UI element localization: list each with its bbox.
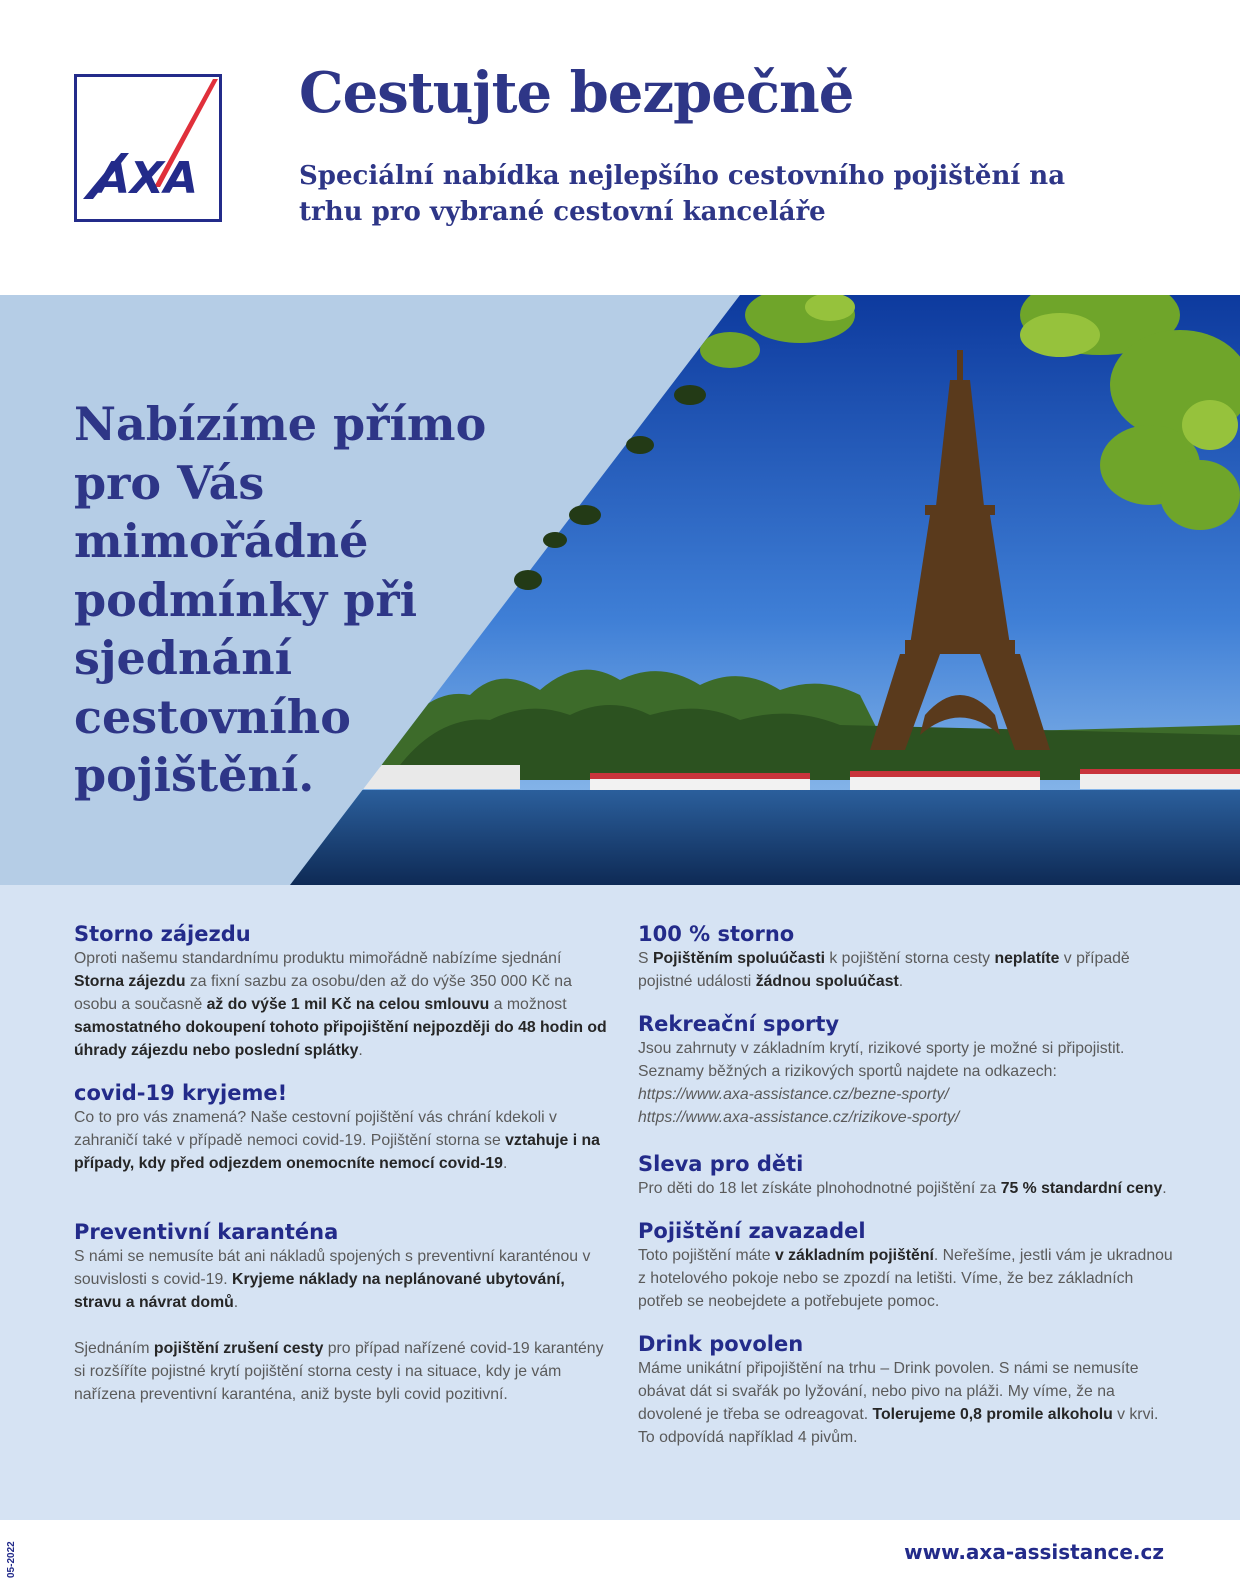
axa-logo-icon [77,77,219,219]
body-text: Pro děti do 18 let získáte plnohodnotné pojištění za [638,1180,1001,1197]
body-text: . [502,1155,508,1172]
section-spacer [638,1200,1178,1218]
section-text [638,1244,1178,1313]
section-heading: Storno zájezdu [74,922,251,946]
section-spacer [638,993,1178,1011]
section-heading: Rekreační sporty [638,1012,840,1036]
body-text: Co to pro vás znamená? Naše cestovní pojištění vás chrání kdekoli v zahraničí také v případě nemoci covid-19. Pojištění storna se [74,1109,557,1149]
benefits-left-column [74,921,609,1406]
section-text [638,947,1178,993]
body-text: Toto pojištění máte [638,1247,775,1264]
section-heading: covid-19 kryjeme! [74,1081,288,1105]
body-text: v krvi. To odpovídá například 4 pivům. [638,1406,1159,1446]
highlight-text: Pojištěním spoluúčasti [652,950,825,967]
section-spacer [74,1175,609,1219]
body-text: S [638,950,653,967]
section-text [74,947,609,1062]
body-text: . [358,1042,363,1059]
highlight-text: Kryjeme náklady na neplánované ubytování, stravu a návrat domů [74,1271,565,1311]
section-text [74,1106,609,1175]
section-heading: Pojištění zavazadel [638,1219,866,1243]
website-link[interactable]: www.axa-assistance.cz [904,1540,1164,1564]
body-text: a možnost [489,996,567,1013]
section-heading: Drink povolen [638,1332,804,1356]
section-heading: Preventivní karanténa [74,1220,339,1244]
link-text[interactable]: https://www.axa-assistance.cz/rizikove-sporty/ [638,1109,960,1126]
section-text [74,1337,609,1406]
section-text [638,1177,1178,1200]
highlight-text: neplatíte [994,950,1060,967]
benefits-section [0,885,1240,1520]
benefits-right-column [638,921,1178,1449]
highlight-text: samostatného dokoupení tohoto připojištění nejpozději do 48 hodin od úhrady zájezdu nebo poslední splátky [74,1019,607,1059]
body-text: Jsou zahrnuty v základním krytí, rizikové sporty je možné si připojistit. Seznamy běžných a rizikových sportů najdete na odkazech: [638,1040,1125,1080]
highlight-text: až do výše 1 mil Kč na celou smlouvu [206,996,490,1013]
section-text [638,1037,1178,1129]
document-version: 05-2022 [6,1541,17,1578]
highlight-text: 75 % standardní ceny [1000,1180,1163,1197]
section-text [638,1357,1178,1449]
highlight-text: Storna zájezdu [74,973,186,990]
section-storno-zajezdu [74,921,609,1062]
body-text: S námi se nemusíte bát ani nákladů spojených s preventivní karanténou v souvislosti s covid-19. [74,1248,591,1288]
hero-headline: Nabízíme přímo pro Vás mimořádné podmínky při sjednání cestovního pojištění. [74,397,487,802]
section-rekreacni-sporty [638,1011,1178,1129]
page-subtitle: Speciální nabídka nejlepšího cestovního pojištění na trhu pro vybrané cestovní kanceláře [299,161,1066,227]
body-text: v případě pojistné události [638,950,1130,990]
section-spacer [638,1313,1178,1331]
hero-banner [0,295,1240,885]
section-covid-19-kryjeme [74,1080,609,1175]
body-text: . Neřešíme, jestli vám je ukradnou z hotelového pokoje nebo se zpozdí na letišti. Víme, že bez základních potřeb se neobejdete a potřebujete pomoc. [638,1247,1173,1310]
body-text: Oproti našemu standardnímu produktu mimořádně nabízíme sjednání [74,950,562,967]
body-text: k pojištění storna cesty [824,950,995,967]
page-title: Cestujte bezpečně [299,60,854,126]
section-spacer [74,1062,609,1080]
body-text: Sjednáním [74,1340,154,1357]
section-heading: Sleva pro děti [638,1152,804,1176]
section-heading: 100 % storno [638,922,795,946]
section-drink-povolen [638,1331,1178,1449]
section-spacer [638,1129,1178,1151]
section-pojisteni-zavazadel [638,1218,1178,1313]
section-text [74,1245,609,1314]
body-text: za fixní sazbu za osobu/den až do výše 350 000 Kč na osobu a současně [74,973,572,1013]
body-text: pro případ nařízené covid-19 karantény si rozšíříte pojistné krytí pojištění storna cesty i na situace, kdy je vám nařízena preventivní karanténa, aniž byste byli covid pozitivní. [74,1340,604,1403]
section-sleva-pro-deti [638,1151,1178,1200]
body-text: Máme unikátní připojištění na trhu – Drink povolen. S námi se nemusíte obávat dát si svařák po lyžování, nebo pivo na pláži. My víme, že na dovolené je třeba se odreagovat. [638,1360,1139,1423]
highlight-text: žádnou spoluúčast [755,973,899,990]
section-preventivni-karantena [74,1219,609,1406]
svg-text:AXA: AXA [95,153,199,204]
highlight-text: pojištění zrušení cesty [153,1340,324,1357]
axa-logo [74,74,222,222]
body-text: . [1162,1180,1167,1197]
highlight-text: Tolerujeme 0,8 promile alkoholu [872,1406,1113,1423]
link-text[interactable]: https://www.axa-assistance.cz/bezne-sporty/ [638,1086,949,1103]
body-text: . [233,1294,239,1311]
highlight-text: vztahuje i na případy, kdy před odjezdem onemocníte nemocí covid-19 [74,1132,600,1172]
section-100-storno [638,921,1178,993]
body-text: . [898,973,904,990]
highlight-text: v základním pojištění [774,1247,934,1264]
